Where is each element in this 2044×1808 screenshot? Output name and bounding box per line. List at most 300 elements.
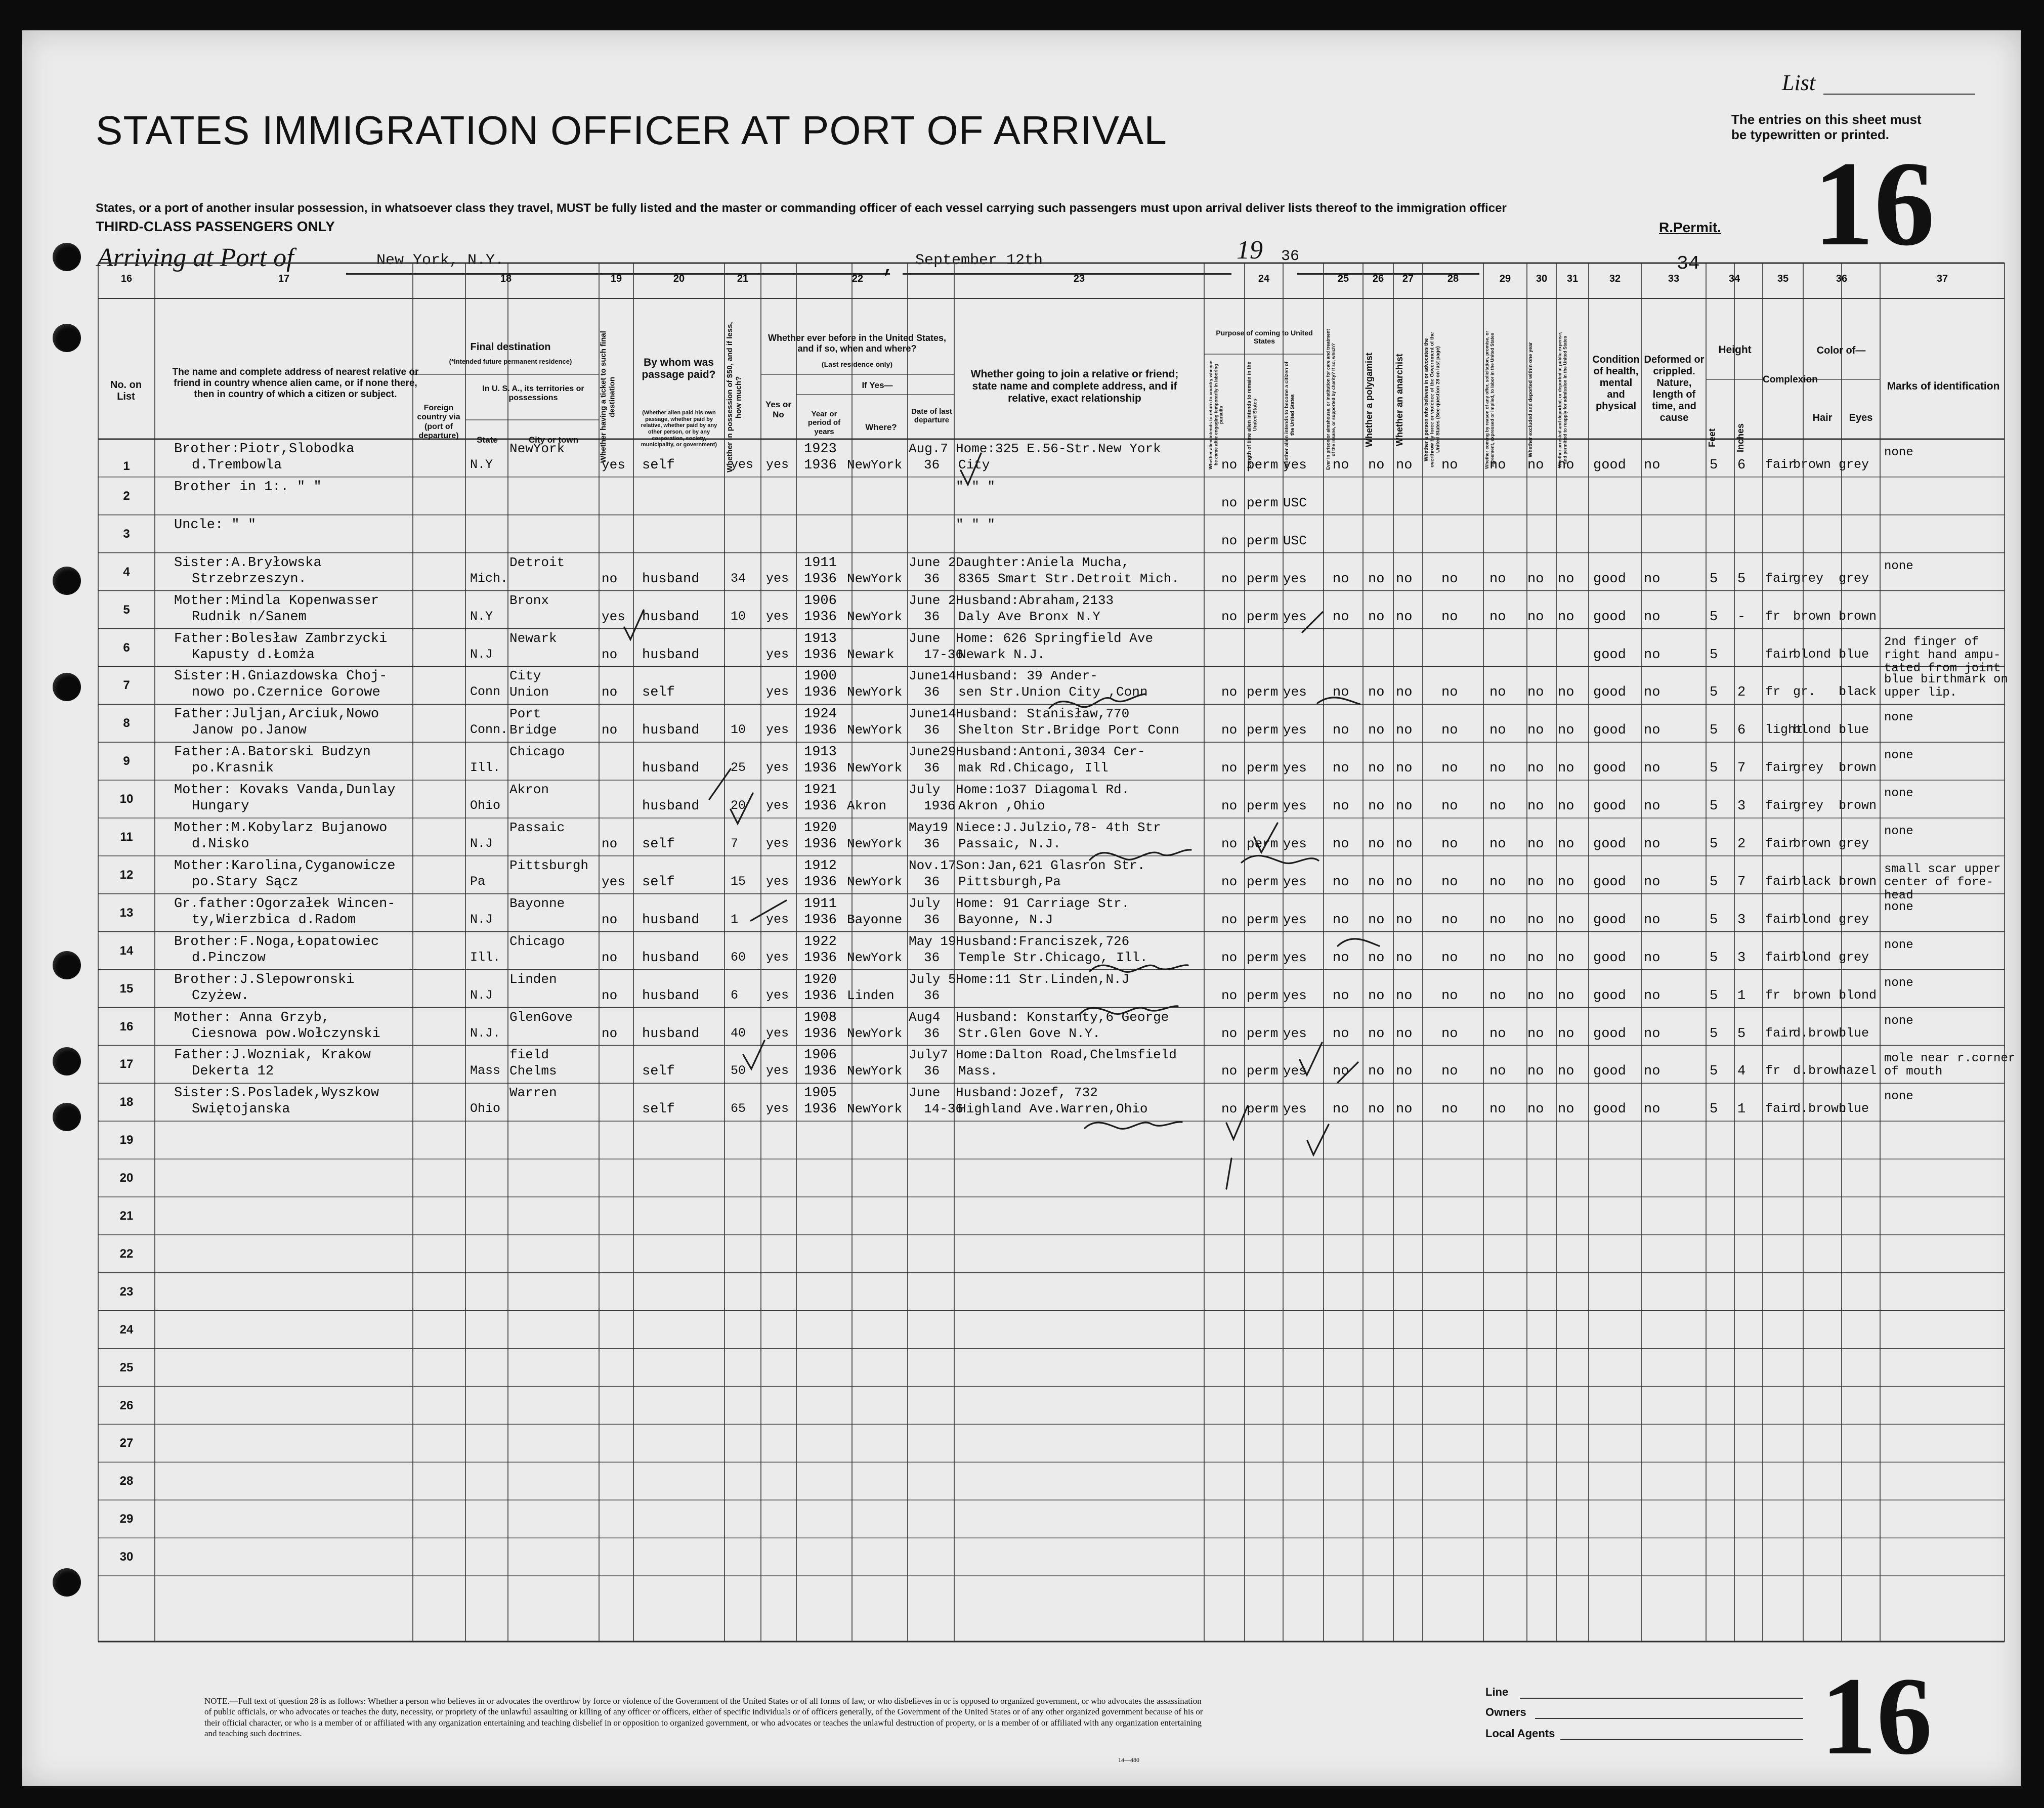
cell-join2: Akron ,Ohio bbox=[958, 798, 1045, 814]
cell-health: good bbox=[1593, 609, 1626, 625]
cell-rel1: Mother:Karolina,Cyganowicze bbox=[174, 858, 396, 874]
row-number: 25 bbox=[119, 1360, 134, 1374]
cell-yr1: 1921 bbox=[804, 783, 837, 798]
cell-q27: no bbox=[1396, 988, 1413, 1004]
cell-deform: no bbox=[1644, 837, 1660, 852]
cell-dt1: June29 bbox=[909, 744, 956, 760]
cell-cmplx: fr bbox=[1765, 987, 1781, 1003]
cell-state: N.J bbox=[470, 912, 493, 927]
cell-state: Mich. bbox=[470, 571, 508, 586]
column-number: 18 bbox=[500, 273, 512, 284]
row-number: 22 bbox=[119, 1246, 134, 1261]
cell-q30: no bbox=[1527, 609, 1544, 625]
cell-q29: no bbox=[1489, 912, 1506, 928]
cell-marks2: of mouth bbox=[1884, 1065, 1943, 1079]
cell-q25: no bbox=[1333, 912, 1349, 928]
cell-p1: no bbox=[1221, 1101, 1238, 1117]
cell-q25: no bbox=[1333, 609, 1349, 625]
cell-state: N.J. bbox=[470, 1025, 501, 1041]
cell-q31: no bbox=[1558, 912, 1574, 928]
cell-eyes: grey bbox=[1839, 571, 1869, 586]
row-number: 24 bbox=[119, 1322, 134, 1337]
cell-paid: self bbox=[642, 1064, 675, 1080]
cell-paid: self bbox=[642, 837, 675, 852]
cell-q27: no bbox=[1396, 1026, 1413, 1042]
cell-join2: Temple Str.Chicago, Ill. bbox=[958, 950, 1148, 965]
cell-join1: Husband:Antoni,3034 Cer- bbox=[956, 744, 1145, 760]
cell-cmplx: fair bbox=[1765, 836, 1796, 851]
cell-inch: 5 bbox=[1737, 1026, 1746, 1042]
hdr-no-on-list: No. on List bbox=[110, 379, 142, 402]
cell-state: N.J bbox=[470, 647, 493, 662]
cell-q29: no bbox=[1489, 609, 1506, 625]
cell-inch: 3 bbox=[1737, 799, 1746, 814]
cell-join2: Shelton Str.Bridge Port Conn bbox=[958, 722, 1179, 738]
cell-q25: no bbox=[1333, 1026, 1349, 1042]
cell-q27: no bbox=[1396, 837, 1413, 852]
cell-inch: 3 bbox=[1737, 950, 1746, 966]
hdr-if-yes: If Yes— bbox=[862, 380, 893, 390]
cell-p3: yes bbox=[1283, 798, 1307, 814]
cell-p2: perm bbox=[1247, 1063, 1279, 1079]
cell-p3: yes bbox=[1283, 571, 1307, 586]
cell-inch: 2 bbox=[1737, 685, 1746, 701]
cell-join2: Highland Ave.Warren,Ohio bbox=[958, 1101, 1148, 1117]
cell-join2: 8365 Smart Str.Detroit Mich. bbox=[958, 571, 1179, 586]
cell-q31: no bbox=[1558, 988, 1574, 1004]
cell-hair: grey bbox=[1793, 760, 1824, 776]
cell-inch: 4 bbox=[1737, 1064, 1746, 1080]
cell-health: good bbox=[1593, 1064, 1626, 1080]
row-number: 7 bbox=[123, 678, 130, 693]
cell-p2: perm bbox=[1247, 684, 1279, 700]
cell-join2: Daly Ave Bronx N.Y bbox=[958, 609, 1100, 624]
cell-p1: no bbox=[1221, 798, 1238, 814]
cell-cmplx: fair bbox=[1765, 1101, 1796, 1116]
year-suffix: 36 bbox=[1281, 248, 1300, 265]
cell-ever: yes bbox=[766, 722, 789, 738]
signature-scribble bbox=[1317, 698, 1360, 704]
cell-rel1: Mother: Kovaks Vanda,Dunlay bbox=[174, 783, 396, 798]
cell-hair: brown bbox=[1793, 457, 1832, 472]
row-number: 23 bbox=[119, 1284, 134, 1299]
cell-q26: no bbox=[1368, 799, 1385, 814]
cell-p1: no bbox=[1221, 950, 1238, 965]
cell-q28: no bbox=[1441, 458, 1458, 473]
line-signature-line bbox=[1520, 1698, 1803, 1699]
cell-hair: grey bbox=[1793, 571, 1824, 586]
check-mark bbox=[1307, 1125, 1329, 1155]
hdr-yes-no: Yes or No bbox=[765, 400, 792, 419]
cell-eyes: grey bbox=[1839, 950, 1869, 965]
cell-where: NewYork bbox=[847, 950, 903, 965]
cell-city1: Bronx bbox=[509, 592, 549, 608]
hdr-inches: Inches bbox=[1735, 423, 1745, 452]
cell-yr2: 1936 bbox=[804, 988, 837, 1004]
cell-q26: no bbox=[1368, 988, 1385, 1004]
row-number: 8 bbox=[123, 716, 130, 730]
column-number: 33 bbox=[1668, 273, 1680, 284]
cell-yr2: 1936 bbox=[804, 1064, 837, 1080]
row-number: 11 bbox=[120, 830, 133, 844]
cell-q25: no bbox=[1333, 458, 1349, 473]
cell-state: Pa bbox=[470, 874, 486, 889]
cell-eyes: blue bbox=[1839, 647, 1869, 662]
cell-ticket: no bbox=[602, 1025, 618, 1041]
cell-join1: Home:325 E.56-Str.New York bbox=[956, 441, 1161, 456]
cell-marks1: none bbox=[1884, 825, 1913, 838]
cell-dt2: 36 bbox=[924, 571, 940, 586]
cell-join1: Son:Jan,621 Glasron Str. bbox=[956, 857, 1145, 873]
cell-rel2: Hungary bbox=[192, 799, 249, 814]
cell-join1: Husband: Stanisław,770 bbox=[956, 706, 1130, 722]
cell-money: 34 bbox=[731, 571, 746, 586]
cell-eyes: hazel bbox=[1839, 1063, 1877, 1079]
cell-deform: no bbox=[1644, 458, 1660, 473]
cell-ft: 5 bbox=[1710, 723, 1718, 739]
cell-yr1: 1924 bbox=[804, 707, 837, 722]
cell-p2: perm bbox=[1247, 571, 1279, 586]
cell-hair: d.brown bbox=[1793, 1063, 1847, 1079]
cell-yr1: 1913 bbox=[804, 631, 837, 647]
cell-p2: perm bbox=[1247, 760, 1279, 776]
cell-ever: yes bbox=[766, 457, 789, 472]
column-number: 19 bbox=[610, 273, 622, 284]
cell-dt1: June14 bbox=[909, 706, 956, 722]
cell-p3: yes bbox=[1283, 836, 1307, 851]
signature-scribble bbox=[1049, 694, 1145, 708]
cell-hair: d.brown bbox=[1793, 1101, 1847, 1116]
row-number: 27 bbox=[119, 1436, 134, 1450]
cell-join1: Husband: Konstanty,6 George bbox=[956, 1009, 1169, 1025]
cell-rel2: Swiętojanska bbox=[192, 1102, 290, 1117]
cell-paid: husband bbox=[642, 761, 700, 777]
cell-p2: perm bbox=[1247, 836, 1279, 851]
cell-city1: field bbox=[509, 1047, 549, 1063]
cell-p1: no bbox=[1221, 722, 1238, 738]
cell-hair: blond bbox=[1793, 647, 1832, 662]
cell-ft: 5 bbox=[1710, 571, 1718, 587]
cell-cmplx: fair bbox=[1765, 1025, 1796, 1041]
cell-inch: 6 bbox=[1737, 458, 1746, 473]
cell-rel1: Uncle: " " bbox=[174, 517, 257, 533]
cell-join2: mak Rd.Chicago, Ill bbox=[958, 760, 1109, 776]
cell-health: good bbox=[1593, 950, 1626, 966]
cell-yr2: 1936 bbox=[804, 837, 837, 852]
hdr-feet: Feet bbox=[1707, 428, 1717, 447]
hdr-overthrow: Whether a person who believes in or advocates the overthrow by force or violence of the Government of the United States (See question 28 on last page) bbox=[1424, 332, 1441, 467]
column-number: 37 bbox=[1936, 273, 1948, 284]
cell-join2: City bbox=[958, 457, 990, 472]
row-number: 18 bbox=[119, 1095, 134, 1109]
cell-q31: no bbox=[1558, 837, 1574, 852]
cell-p3: yes bbox=[1283, 1025, 1307, 1041]
cell-inch: 1 bbox=[1737, 988, 1746, 1004]
cell-q26: no bbox=[1368, 1064, 1385, 1080]
date-value: September 12th bbox=[915, 252, 1043, 269]
cell-yr1: 1923 bbox=[804, 442, 837, 457]
cell-marks1: mole near r.corner bbox=[1884, 1052, 2016, 1066]
signature-scribble bbox=[1090, 965, 1188, 972]
cell-ft: 5 bbox=[1710, 1064, 1718, 1080]
cell-city1: Passaic bbox=[509, 820, 565, 835]
cell-join2: Newark N.J. bbox=[958, 647, 1045, 662]
cell-p1: no bbox=[1221, 836, 1238, 851]
cell-cmplx: fair bbox=[1765, 647, 1796, 662]
cell-where: NewYork bbox=[847, 1101, 903, 1117]
list-label: List bbox=[1782, 70, 1816, 95]
cell-join2: Pittsburgh,Pa bbox=[958, 874, 1061, 889]
cell-money: 6 bbox=[731, 987, 739, 1003]
cell-rel2: Ciesnowa pow.Wołczynski bbox=[192, 1026, 380, 1042]
cell-join1: Home:Dalton Road,Chelmsfield bbox=[956, 1047, 1177, 1063]
cell-marks1: none bbox=[1884, 1090, 1913, 1104]
cell-ft: 5 bbox=[1710, 609, 1718, 625]
cell-q30: no bbox=[1527, 912, 1544, 928]
cell-q26: no bbox=[1368, 1026, 1385, 1042]
cell-where: NewYork bbox=[847, 836, 903, 851]
cell-dt1: June 2 bbox=[909, 592, 956, 608]
cell-dt2: 36 bbox=[924, 950, 940, 965]
footer-note: NOTE.—Full text of question 28 is as follows: Whether a person who believes in or advocates the overthrow by force or violence of the Government of the United States or of all forms of law, or who disbelieves in or is opposed to organized government, or who advocates the assassination of public officials, or who advocates or teaches the duty, necessity, or propriety of the unlawful assaulting or killing of any officer or officers, either of specific individuals or of officers generally, of the Government of the United States or of any other organized government because of his or their official character, or who is a member of or affiliated with any organization entertaining and teaching disbelief in or opposition to organized government, or who advocates or teaches the unlawful destruction of property, or is a member of or affiliated with any organization entertaining and teaching such doctrines. bbox=[204, 1696, 1203, 1738]
cell-q27: no bbox=[1396, 458, 1413, 473]
cell-deform: no bbox=[1644, 1064, 1660, 1080]
cell-p3: USC bbox=[1283, 495, 1307, 510]
hdr-complexion: Complexion bbox=[1763, 374, 1818, 385]
cell-paid: husband bbox=[642, 609, 700, 625]
cell-money: 15 bbox=[731, 874, 746, 889]
hdr-city: City or town bbox=[528, 435, 579, 445]
column-number: 22 bbox=[851, 273, 864, 284]
form-number: 14—480 bbox=[1118, 1756, 1139, 1763]
cell-ticket: no bbox=[602, 647, 618, 662]
cell-marks3: head bbox=[1884, 888, 1913, 902]
cell-q31: no bbox=[1558, 1102, 1574, 1117]
cell-hair: brown bbox=[1793, 987, 1832, 1003]
cell-ft: 5 bbox=[1710, 458, 1718, 473]
column-number: 34 bbox=[1728, 273, 1740, 284]
cell-health: good bbox=[1593, 912, 1626, 928]
row-number: 3 bbox=[123, 527, 130, 541]
cell-q26: no bbox=[1368, 685, 1385, 701]
cell-p1: no bbox=[1221, 1025, 1238, 1041]
hdr-condition: Condition of health, mental and physical bbox=[1592, 354, 1640, 412]
cell-ever: yes bbox=[766, 760, 789, 776]
cell-ever: yes bbox=[766, 1063, 789, 1079]
cell-p3: yes bbox=[1283, 684, 1307, 700]
cell-p1: no bbox=[1221, 987, 1238, 1003]
hdr-where: Where? bbox=[865, 422, 897, 432]
cell-cmplx: fair bbox=[1765, 874, 1796, 889]
cell-q26: no bbox=[1368, 1102, 1385, 1117]
hdr-arrested: Whether arrested and deported, or deported at public expense, and permitted to reapply for admission in the United States bbox=[1557, 331, 1568, 468]
cell-p2: perm bbox=[1247, 609, 1279, 624]
cell-ft: 5 bbox=[1710, 799, 1718, 814]
cell-state: Conn. bbox=[470, 722, 508, 738]
cell-hair: grey bbox=[1793, 798, 1824, 813]
hdr-purpose-citizen: Whether alien intends to become a citizen of the United States bbox=[1284, 361, 1296, 468]
row-number: 10 bbox=[119, 792, 134, 806]
hdr-final-destination-note: (*Intended future permanent residence) bbox=[449, 358, 572, 365]
cell-q30: no bbox=[1527, 458, 1544, 473]
hdr-by-whom: By whom was passage paid? bbox=[642, 357, 716, 381]
cell-hair: brown bbox=[1793, 609, 1832, 624]
cell-q26: no bbox=[1368, 571, 1385, 587]
cell-city1: Chicago bbox=[509, 744, 565, 760]
cell-money: 10 bbox=[731, 609, 746, 624]
cell-money: 65 bbox=[731, 1101, 746, 1116]
cell-p2: perm bbox=[1247, 495, 1279, 510]
cell-yr1: 1911 bbox=[804, 896, 837, 912]
cell-cmplx: fr bbox=[1765, 609, 1781, 624]
list-number: 16 bbox=[1813, 136, 1935, 271]
cell-money: 40 bbox=[731, 1025, 746, 1041]
cell-rel2: po.Stary Sącz bbox=[192, 874, 299, 890]
cell-yr1: 1905 bbox=[804, 1086, 837, 1101]
cell-q29: no bbox=[1489, 761, 1506, 777]
row-number: 21 bbox=[119, 1209, 134, 1223]
cell-marks2: right hand ampu- bbox=[1884, 648, 2001, 662]
cell-q31: no bbox=[1558, 723, 1574, 739]
cell-q27: no bbox=[1396, 571, 1413, 587]
cell-deform: no bbox=[1644, 874, 1660, 890]
row-number: 12 bbox=[119, 868, 134, 882]
cell-p2: perm bbox=[1247, 798, 1279, 814]
cell-eyes: grey bbox=[1839, 912, 1869, 927]
hdr-money: Whether in possession of $50, and if less, how much? bbox=[726, 322, 743, 472]
cell-state: Ill. bbox=[470, 760, 501, 776]
cell-money: yes bbox=[731, 457, 754, 472]
cell-q27: no bbox=[1396, 1064, 1413, 1080]
cell-yr2: 1936 bbox=[804, 609, 837, 625]
cell-where: Newark bbox=[847, 647, 895, 662]
cell-health: good bbox=[1593, 458, 1626, 473]
cell-cmplx: light bbox=[1765, 722, 1804, 738]
cell-deform: no bbox=[1644, 571, 1660, 587]
cell-q29: no bbox=[1489, 1064, 1506, 1080]
cell-where: Bayonne bbox=[847, 912, 903, 927]
cell-rel1: Father:Bolesław Zambrzycki bbox=[174, 631, 388, 647]
cell-money: 50 bbox=[731, 1063, 746, 1079]
cell-q28: no bbox=[1441, 837, 1458, 852]
cell-dt2: 14-36 bbox=[924, 1101, 964, 1117]
cell-state: Conn bbox=[470, 684, 501, 700]
cell-eyes: blue bbox=[1839, 1101, 1869, 1116]
cell-ticket: yes bbox=[602, 874, 625, 889]
cell-join1: Home:11 Str.Linden,N.J bbox=[956, 971, 1130, 987]
cell-rel1: Brother:J.Slepowronski bbox=[174, 972, 355, 987]
cell-p2: perm bbox=[1247, 1101, 1279, 1117]
hdr-marks: Marks of identification bbox=[1887, 380, 2000, 392]
column-number: 29 bbox=[1499, 273, 1511, 284]
cell-q28: no bbox=[1441, 1064, 1458, 1080]
cell-dt1: July bbox=[909, 782, 941, 798]
cell-paid: husband bbox=[642, 723, 700, 739]
cell-deform: no bbox=[1644, 761, 1660, 777]
cell-q30: no bbox=[1527, 761, 1544, 777]
cell-paid: husband bbox=[642, 1026, 700, 1042]
cell-inch: 3 bbox=[1737, 912, 1746, 928]
cell-health: good bbox=[1593, 1026, 1626, 1042]
cell-rel1: Gr.father:Ogorzałek Wincen- bbox=[174, 896, 396, 912]
cell-ever: yes bbox=[766, 912, 789, 927]
cell-eyes: black bbox=[1839, 684, 1877, 700]
cell-cmplx: fair bbox=[1765, 912, 1796, 927]
cell-ticket: no bbox=[602, 912, 618, 927]
line-label: Line bbox=[1485, 1686, 1509, 1698]
cell-yr1: 1911 bbox=[804, 555, 837, 571]
row-number: 14 bbox=[119, 943, 134, 958]
cell-deform: no bbox=[1644, 1026, 1660, 1042]
cell-join1: Home: 91 Carriage Str. bbox=[956, 895, 1130, 911]
pen-slash bbox=[751, 900, 786, 921]
cell-p2: perm bbox=[1247, 722, 1279, 738]
cell-ft: 5 bbox=[1710, 837, 1718, 852]
cell-health: good bbox=[1593, 647, 1626, 663]
cell-marks1: blue birthmark on bbox=[1884, 673, 2008, 687]
cell-q27: no bbox=[1396, 799, 1413, 814]
cell-dt1: July 5 bbox=[909, 971, 956, 987]
hdr-color-of: Color of— bbox=[1816, 345, 1866, 356]
cell-q29: no bbox=[1489, 988, 1506, 1004]
port-value: New York, N.Y. bbox=[376, 252, 504, 269]
cell-cmplx: fair bbox=[1765, 571, 1796, 586]
typewriter-note-line1: The entries on this sheet must bbox=[1731, 112, 1922, 127]
cell-q25: no bbox=[1333, 1102, 1349, 1117]
cell-join1: Niece:J.Julzio,78- 4th Str bbox=[956, 820, 1161, 835]
cell-state: N.J bbox=[470, 836, 493, 851]
cell-inch: 1 bbox=[1737, 1102, 1746, 1117]
cell-join1: Home: 626 Springfield Ave bbox=[956, 630, 1154, 646]
cell-yr2: 1936 bbox=[804, 1102, 837, 1117]
cell-ticket: yes bbox=[602, 457, 625, 472]
hdr-hair: Hair bbox=[1812, 412, 1833, 423]
cell-ever: yes bbox=[766, 571, 789, 586]
cell-dt1: May19 bbox=[909, 820, 949, 835]
cell-join2: Passaic, N.J. bbox=[958, 836, 1061, 851]
column-number: 31 bbox=[1566, 273, 1579, 284]
cell-marks1: none bbox=[1884, 1014, 1913, 1028]
cell-q25: no bbox=[1333, 571, 1349, 587]
row-number: 20 bbox=[119, 1171, 134, 1185]
cell-hair: blond bbox=[1793, 722, 1832, 738]
cell-dt1: July bbox=[909, 895, 941, 911]
cell-ever: yes bbox=[766, 950, 789, 965]
cell-dt1: May 19 bbox=[909, 933, 956, 949]
cell-health: good bbox=[1593, 723, 1626, 739]
cell-q25: no bbox=[1333, 761, 1349, 777]
cell-q30: no bbox=[1527, 1064, 1544, 1080]
cell-q29: no bbox=[1489, 799, 1506, 814]
cell-q30: no bbox=[1527, 988, 1544, 1004]
cell-p2: perm bbox=[1247, 457, 1279, 472]
pen-slash bbox=[709, 769, 731, 799]
cell-cmplx: fair bbox=[1765, 950, 1796, 965]
cell-q28: no bbox=[1441, 874, 1458, 890]
cell-ever: yes bbox=[766, 647, 789, 662]
cell-yr1: 1906 bbox=[804, 1048, 837, 1063]
cell-dt2: 36 bbox=[924, 722, 940, 738]
cell-p3: yes bbox=[1283, 1101, 1307, 1117]
cell-q30: no bbox=[1527, 685, 1544, 701]
cell-health: good bbox=[1593, 685, 1626, 701]
cell-rel2: Rudnik n/Sanem bbox=[192, 609, 307, 625]
cell-ever: yes bbox=[766, 609, 789, 624]
cell-yr2: 1936 bbox=[804, 799, 837, 814]
cell-join1: Husband:Franciszek,726 bbox=[956, 933, 1130, 949]
cell-p2: perm bbox=[1247, 533, 1279, 548]
cell-money: 60 bbox=[731, 950, 746, 965]
